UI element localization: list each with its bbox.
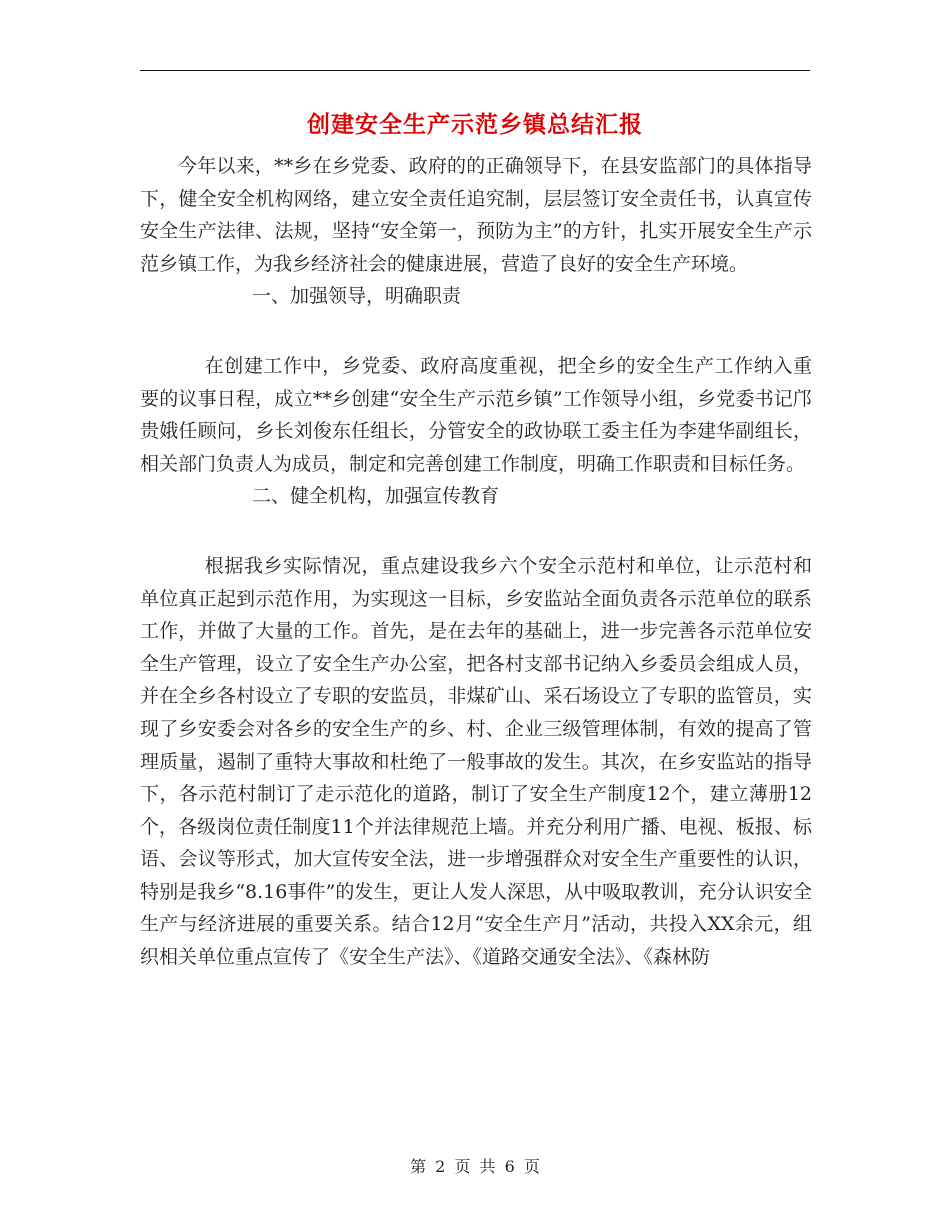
section-1-paragraph: 在创建工作中，乡党委、政府高度重视，把全乡的安全生产工作纳入重要的议事日程，成立**乡创建“安全生产示范乡镇”工作领导小组，乡党委书记邝贵娥任顾问，乡长刘俊东任组长，分管安全的政协联工委主任为李建华副组长，相关部门负责人为成员，制定和完善创建工作制度，明确工作职责和目标任务。	[140, 354, 812, 475]
section-2-paragraph: 根据我乡实际情况，重点建设我乡六个安全示范村和单位，让示范村和单位真正起到示范作用，为实现这一目标，乡安监站全面负责各示范单位的联系工作，并做了大量的工作。首先，是在去年的基础上，进一步完善各示范单位安全生产管理，设立了安全生产办公室，把各村支部书记纳入乡委员会组成人员，并在全乡各村设立了专职的安监员，非煤矿山、采石场设立了专职的监管员，实现了乡安委会对各乡的安全生产的乡、村、企业三级管理体制，有效的提高了管理质量，遏制了重特大事故和杜绝了一般事故的发生。其次，在乡安监站的指导下，各示范村制订了走示范化的道路，制订了安全生产制度12个，建立薄册12个，各级岗位责任制度11个并法律规范上墙。并充分利用广播、电视、板报、标语、会议等形式，加大宣传安全法，进一步增强群众对安全生产重要性的认识，特别是我乡“8.16事件”的发生，更让人发人深思，从中吸取教训，充分认识安全生产与经济进展的重要关系。结合12月“安全生产月”活动，共投入XX余元，组织相关单位重点宣传了《安全生产法》、《道路交通安全法》、《森林防	[140, 554, 812, 969]
document-title: 创建安全生产示范乡镇总结汇报	[307, 111, 643, 138]
page-number: 第 2 页 共 6 页	[410, 1157, 540, 1176]
document-body	[140, 150, 812, 974]
section-gap	[140, 513, 812, 550]
header-rule	[140, 70, 810, 71]
section-heading-1: 一、加强领导，明确职责	[252, 285, 462, 308]
section-gap	[140, 313, 812, 350]
intro-paragraph: 今年以来，**乡在乡党委、政府的的正确领导下，在县安监部门的具体指导下，健全安全机构网络，建立安全责任追究制，层层签订安全责任书，认真宣传安全生产法律、法规，坚持“安全第一，预防为主”的方针，扎实开展安全生产示范乡镇工作，为我乡经济社会的健康进展，营造了良好的安全生产环境。	[140, 155, 812, 275]
section-heading-2: 二、健全机构，加强宣传教育	[252, 485, 500, 508]
